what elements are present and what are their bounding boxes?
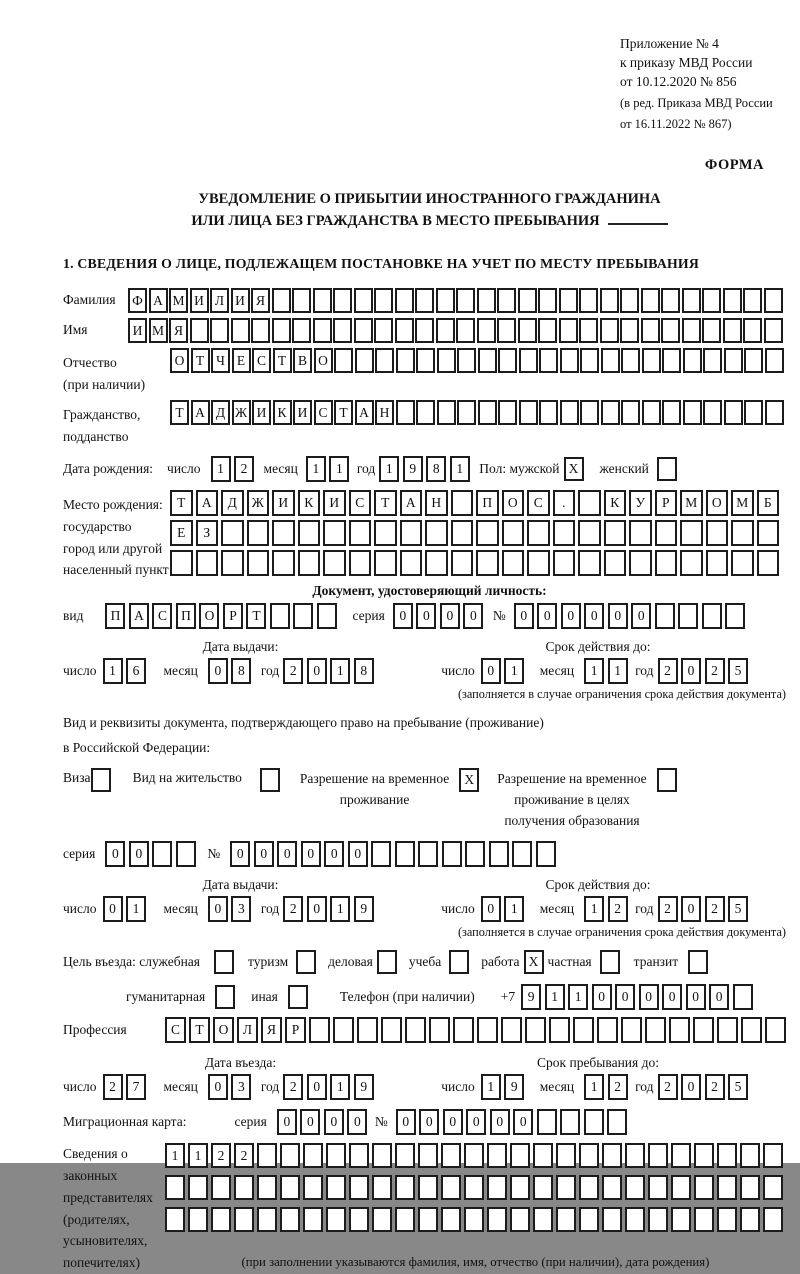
purpose-row-2 <box>63 984 796 1010</box>
stay-expiry-day-label: число <box>441 901 475 917</box>
representatives-label: Сведения о законных представителях (родителях, усыновителях, попечителях) <box>63 1146 153 1271</box>
phone-prefix: +7 <box>500 989 516 1005</box>
stay-issue-day-label: число <box>63 901 97 917</box>
annex-line-1: Приложение № 4 <box>620 36 719 51</box>
form-marker: ФОРМА <box>704 157 764 173</box>
purpose-label: Цель въезда: служебная <box>63 954 200 970</box>
stay-issue-month-label: месяц <box>163 901 198 917</box>
id-expiry-year-label: год <box>635 663 654 679</box>
birth-date-label: Дата рождения: <box>63 461 154 476</box>
entry-dates-row <box>5 1074 796 1100</box>
visa-option <box>63 768 111 792</box>
birth-year-input[interactable]: 1 9 8 1 <box>379 456 473 482</box>
birth-place-line-3[interactable] <box>170 550 782 576</box>
stay-until-month-label: месяц <box>539 1079 575 1095</box>
section-1-heading: 1. СВЕДЕНИЯ О ЛИЦЕ, ПОДЛЕЖАЩЕМ ПОСТАНОВКЕ НА УЧЕТ ПО МЕСТУ ПРЕБЫВАНИЯ <box>63 256 700 271</box>
entry-year-label: год <box>260 1079 280 1095</box>
id-expiry-year-input[interactable]: 2 0 2 5 <box>658 658 752 684</box>
representatives-note: (при заполнении указываются фамилия, имя, отчество (при наличии), дата рождения) <box>241 1255 710 1270</box>
representatives-line-3[interactable] <box>165 1207 786 1239</box>
id-issue-month-label: месяц <box>163 663 198 679</box>
stay-until-day-input[interactable]: 1 9 <box>481 1074 528 1100</box>
name-input[interactable]: И М Я <box>128 318 784 343</box>
sex-female-checkbox[interactable] <box>657 457 677 481</box>
stay-until-heading: Срок пребывания до: <box>537 1055 659 1071</box>
page-title <box>63 188 796 232</box>
purpose-private-label: частная <box>547 954 592 970</box>
migration-card-label: Миграционная карта: <box>63 1114 187 1130</box>
id-doc-type-input[interactable]: П А С П О Р Т <box>105 603 340 629</box>
id-issue-year-input[interactable]: 2 0 1 8 <box>283 658 377 684</box>
annex-block <box>620 34 796 133</box>
purpose-business-label: деловая <box>328 954 373 970</box>
stay-until-month-input[interactable]: 1 2 <box>584 1074 631 1100</box>
stay-doc-series-row <box>63 841 796 867</box>
migration-series-input[interactable]: 0 0 0 0 <box>277 1109 371 1135</box>
purpose-row-1 <box>63 950 796 974</box>
purpose-transit-label: транзит <box>633 954 679 970</box>
phone-input[interactable]: 9 1 1 0 0 0 0 0 0 <box>521 984 756 1010</box>
birth-place-inputs <box>170 490 782 580</box>
representatives-line-1[interactable]: 1 1 2 2 <box>165 1143 786 1175</box>
representatives-line-2[interactable] <box>165 1175 786 1207</box>
birth-place-label: Место рождения: государство город или другой населенный пункт <box>63 497 169 578</box>
id-expiry-month-input[interactable]: 1 1 <box>584 658 631 684</box>
title-line-2: ИЛИ ЛИЦА БЕЗ ГРАЖДАНСТВА В МЕСТО ПРЕБЫВАНИЯ <box>63 210 796 232</box>
entry-day-label: число <box>63 1079 97 1095</box>
stay-doc-limit-note: (заполняется в случае ограничения срока действия документа) <box>457 925 786 940</box>
sex-male-label: Пол: мужской <box>479 461 560 476</box>
surname-row <box>63 288 796 313</box>
purpose-other-label: иная <box>251 989 278 1005</box>
id-doc-date-headings <box>63 639 796 655</box>
entry-date-headings <box>63 1055 796 1071</box>
migration-number-label: № <box>374 1114 388 1130</box>
stay-number-input[interactable]: 0 0 0 0 0 0 <box>230 841 559 867</box>
entry-day-input[interactable]: 2 7 <box>103 1074 150 1100</box>
birth-day-label: число <box>167 461 201 476</box>
visa-label: Виза <box>63 770 91 786</box>
purpose-tourism-checkbox[interactable] <box>296 950 316 974</box>
stay-issue-year-input[interactable]: 2 0 1 9 <box>283 896 377 922</box>
stay-expiry-year-input[interactable]: 2 0 2 5 <box>658 896 752 922</box>
entry-date-heading: Дата въезда: <box>204 1055 277 1071</box>
purpose-study-label: учеба <box>408 954 442 970</box>
migration-number-input[interactable]: 0 0 0 0 0 0 <box>396 1109 631 1135</box>
entry-month-label: месяц <box>163 1079 198 1095</box>
citizenship-label: Гражданство, подданство <box>63 407 141 444</box>
stay-number-label: № <box>207 846 221 862</box>
citizenship-input[interactable]: Т А Д Ж И К И С Т А Н <box>170 400 785 425</box>
birth-day-input[interactable]: 1 2 <box>211 456 258 482</box>
name-row <box>63 318 796 343</box>
representatives-inputs <box>165 1143 786 1270</box>
stay-series-input[interactable]: 0 0 <box>105 841 199 867</box>
patronymic-label: Отчество (при наличии) <box>63 355 146 392</box>
stay-series-label: серия <box>63 846 96 862</box>
birth-place-line-2[interactable]: Е З <box>170 520 782 546</box>
stay-expiry-month-label: месяц <box>539 901 575 917</box>
patronymic-input[interactable]: О Т Ч Е С Т В О <box>170 348 785 373</box>
id-doc-type-label: вид <box>63 608 84 624</box>
surname-input[interactable]: Ф А М И Л И Я <box>128 288 784 313</box>
stay-expiry-heading: Срок действия до: <box>545 877 651 893</box>
birth-month-label: месяц <box>263 461 298 476</box>
stay-until-year-label: год <box>635 1079 654 1095</box>
purpose-work-checkbox[interactable]: X <box>524 950 544 974</box>
stay-doc-intro-2: в Российской Федерации: <box>63 740 211 756</box>
title-blank-line <box>608 211 668 225</box>
id-issue-day-input[interactable]: 1 6 <box>103 658 150 684</box>
id-issue-month-input[interactable]: 0 8 <box>208 658 255 684</box>
profession-label: Профессия <box>63 1022 127 1038</box>
annex-line-2: к приказу МВД России <box>620 55 753 70</box>
phone-label: Телефон (при наличии) <box>339 989 475 1005</box>
rvp-option <box>300 768 479 810</box>
purpose-private-checkbox[interactable] <box>600 950 620 974</box>
stay-expiry-day-input[interactable]: 0 1 <box>481 896 528 922</box>
stay-issue-month-input[interactable]: 0 3 <box>208 896 255 922</box>
rvp-label: Разрешение на временное проживание <box>299 771 450 808</box>
id-issue-year-label: год <box>260 663 280 679</box>
residence-permit-option <box>133 768 280 792</box>
id-expiry-day-input[interactable]: 0 1 <box>481 658 528 684</box>
annex-line-3: от 10.12.2020 № 856 <box>620 74 737 89</box>
id-doc-number-label: № <box>492 608 506 624</box>
annex-note-1: (в ред. Приказа МВД России <box>620 96 773 110</box>
title-line-1: УВЕДОМЛЕНИЕ О ПРИБЫТИИ ИНОСТРАННОГО ГРАЖДАНИНА <box>198 191 661 207</box>
id-expiry-day-label: число <box>441 663 475 679</box>
profession-input[interactable]: С Т О Л Я Р <box>165 1017 789 1043</box>
residence-permit-label: Вид на жительство <box>132 770 242 786</box>
purpose-tourism-label: туризм <box>248 954 289 970</box>
residence-permit-checkbox[interactable] <box>260 768 280 792</box>
entry-year-input[interactable]: 2 0 1 9 <box>283 1074 377 1100</box>
id-doc-limit-note: (заполняется в случае ограничения срока действия документа) <box>457 687 786 702</box>
stay-until-day-label: число <box>441 1079 475 1095</box>
id-doc-dates-row <box>5 658 796 684</box>
stay-expiry-year-label: год <box>635 901 654 917</box>
purpose-work-label: работа <box>481 954 520 970</box>
patronymic-row <box>63 348 796 395</box>
stay-expiry-month-input[interactable]: 1 2 <box>584 896 631 922</box>
citizenship-row <box>63 400 796 447</box>
visa-checkbox[interactable] <box>91 768 111 792</box>
stay-doc-date-headings <box>63 877 796 893</box>
stay-issue-year-label: год <box>260 901 280 917</box>
id-issue-day-label: число <box>63 663 97 679</box>
name-label: Имя <box>63 322 88 337</box>
id-doc-number-input[interactable]: 0 0 0 0 0 0 <box>514 603 749 629</box>
sex-male-checkbox[interactable]: X <box>564 457 584 481</box>
profession-row <box>63 1017 796 1043</box>
purpose-transit-checkbox[interactable] <box>688 950 708 974</box>
stay-issue-day-input[interactable]: 0 1 <box>103 896 150 922</box>
id-doc-series-label: серия <box>352 608 385 624</box>
purpose-business-checkbox[interactable] <box>377 950 397 974</box>
rvp-checkbox[interactable]: X <box>459 768 479 792</box>
stay-until-year-input[interactable]: 2 0 2 5 <box>658 1074 752 1100</box>
purpose-study-checkbox[interactable] <box>449 950 469 974</box>
id-issue-heading: Дата выдачи: <box>202 639 279 655</box>
id-doc-series-input[interactable]: 0 0 0 0 <box>393 603 487 629</box>
birth-place-row <box>63 490 796 581</box>
id-expiry-heading: Срок действия до: <box>545 639 651 655</box>
representatives-row <box>63 1143 796 1274</box>
purpose-other-checkbox[interactable] <box>288 985 308 1009</box>
migration-series-label: серия <box>234 1114 267 1130</box>
stay-doc-intro <box>63 710 796 760</box>
entry-month-input[interactable]: 0 3 <box>208 1074 255 1100</box>
id-doc-heading: Документ, удостоверяющий личность: <box>312 583 547 599</box>
stay-doc-intro-1: Вид и реквизиты документа, подтверждающего право на пребывание (проживание) <box>63 715 544 731</box>
birth-date-row <box>63 456 796 482</box>
birth-year-label: год <box>356 461 376 476</box>
birth-place-line-1[interactable]: Т А Д Ж И К И С Т А Н П О С . К У Р М О М Б <box>170 490 782 516</box>
surname-label: Фамилия <box>63 292 116 307</box>
id-doc-row <box>63 603 796 629</box>
birth-month-input[interactable]: 1 1 <box>306 456 353 482</box>
stay-doc-dates-row <box>5 896 796 922</box>
sex-female-label: женский <box>599 461 649 476</box>
rvp-education-checkbox[interactable] <box>657 768 677 792</box>
rvp-education-option <box>497 768 676 831</box>
purpose-humanitarian-label: гуманитарная <box>126 989 206 1005</box>
migration-card-row <box>63 1109 796 1135</box>
stay-doc-options <box>63 768 796 831</box>
id-expiry-month-label: месяц <box>539 663 575 679</box>
annex-note-2: от 16.11.2022 № 867) <box>620 117 732 131</box>
purpose-official-checkbox[interactable] <box>214 950 234 974</box>
rvp-education-label: Разрешение на временное проживание в целях получения образования <box>497 771 647 829</box>
stay-issue-heading: Дата выдачи: <box>202 877 279 893</box>
purpose-humanitarian-checkbox[interactable] <box>215 985 235 1009</box>
